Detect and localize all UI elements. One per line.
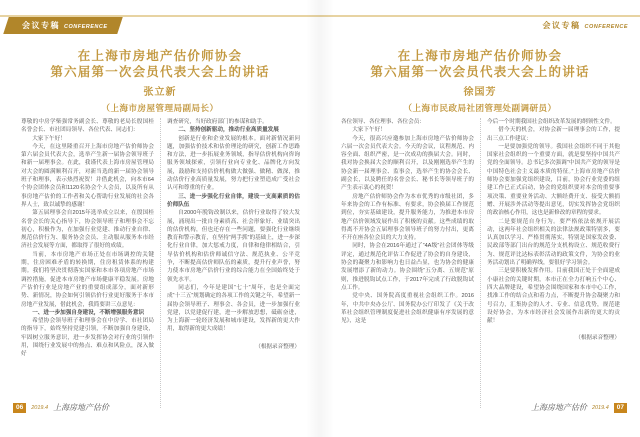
paragraph: 借今天的机会，对协会新一届理事会的工作，提出三点工作建议： [487,127,620,142]
paragraph: 房地产估价师协会作为本市优秀的市级社团，多年来协会的工作有标准、有要求，协会换届工作规范到位，夯实基础建设，提升服务能力，为推进本市房地产估价领域发展作出了积极的贡献。这些成绩的取得离不开协会五届理事会领导班子的努力付出，更离不开在座各位会员的大力支持。 [341,193,474,242]
magazine-name: 上海房地产估价 [530,403,587,412]
paragraph: 今后一个时期我国社会组织改革发展的纲领性文件。 [487,119,616,125]
paragraph: 二、坚持创新驱动，推动行业高质量发展 [178,127,279,134]
paragraph: 三是要积极发挥作用。目前我国正处于全面建成小康社会的关键时期，本市正在全力打响五个中心、四大品牌建设，希望协会围绕国家和本市中心工作，找准工作的结合点和着力点，不断提升协会凝聚力和号召力，汇集协会的人才、专业、信息优势，规范建设好协会，为本市经济社会发展作出新的更大的贡献！ [487,268,620,325]
paragraph: 党中央、国务院高度重视社会组织工作。2016年，中共中央办公厅、国务院办公厅印发了《关于改革社会组织管理制度促进社会组织健康有序发展的意见》，这是 [341,293,474,325]
column-2 [487,118,620,410]
speaker-affiliation: （上海市房屋管理局副局长） [101,103,219,113]
magazine-name: 上海房地产估价 [53,403,110,412]
page-footer-left [13,402,109,413]
paragraph: 今天，在这里隆重召开上海市房地产估价师协会第六届会员代表大会，选举产生新一届协会领导班子和新一届理事会。在此，我谨代表上海市房屋管理局对大会的圆满顺利召开，对新当选的新一届协会领导班子和理事，表示热烈祝贺！并借此机会，向本市64个协会团体会员和1120名协会个人会员，以及所有从事房地产估价的工作者和关心帮助行业发展的社会各界人士，致以诚挚的感谢！ [21,143,154,208]
paragraph: 创新是行业和企业发展的根本。面对新情况新问题，加强估价技术和估价理论的研究，创新工作思路和方法，进一步拓展业务领域，指导估价机构向咨询服务领域探索，引领行业向专业化、品牌化方向发展，鼓励和支持估价机构做大做强、做精、做深，推动估价行业高质量发展，努力把行业塑造成广受社会认可和尊重的行业。 [167,135,300,192]
page-number: 06 [13,403,26,413]
column-1 [21,118,154,410]
page-footer-right [531,402,627,413]
article-body [21,118,300,410]
issue-label: 2019.4 [591,404,609,411]
issue-label: 2019.4 [31,404,49,411]
page-right [320,0,640,437]
section-badge-label-en: CONFERENCE [584,24,628,30]
paragraph: 各位领导、各位理事、各位会员： [341,119,425,125]
paragraph: 大家下午好！ [352,127,386,134]
column-2 [167,118,300,410]
page-number: 07 [614,403,627,413]
paragraph: 今天，很高兴应邀参加上海市房地产估价师协会六届一次会员代表大会。今天的会议，议程规范、内容全面、组织严密，是一次成功的换届大会。同时，我对协会换届大会的顺利召开，以及刚刚选举产生的协会新一届理事会、监事会，选举产生的协会会长、副会长，以及聘任的名誉会长、秘书长等领导班子的产生表示衷心的祝贺！ [341,135,474,192]
article-title-line1: 在上海市房地产估价师协会 [77,49,243,63]
article-title-line2: 第六届第一次会员代表大会上的讲话 [370,65,590,79]
paragraph: 调查研究，当好政府部门的参谋和助手。 [167,119,268,125]
paragraph: 一、进一步加强自身建设，不断增强服务意识 [32,309,145,316]
section-badge-label-en: CONFERENCE [64,24,108,30]
page-gutter [306,0,334,437]
paragraph: 二是要规范自身行为。要严格依法依规开展活动，这两年社会组织相关的法律法规政策特别多，要认真加以学习、严格贯彻落实，特别是国家发改委、民政部等部门出台的规范分支机构设立、规范收费行为、规范评比达标表彰活动的政策文件，为协会的业务活动划出了明确界线，要很好学习领会。 [487,218,620,267]
paragraph: 自2000年脱钩改制以来，估价行业取得了较大发展，涌现出一批自身素质高、社会形象好、业绩突出的估价机构，但也还存在一些问题，要强化行业继续教育和警示教育，在坚持“两手抓”的基础上，进一步深化行业自律，加大惩戒力度，自律和他律相结合，引导估价机构和估价师诚信守法、规范执业、公平竞争，不断提高估价师队伍的素质，提升行业声誉，努力使本市房地产估价行业的综合能力在全国始终处于领先水平。 [167,210,300,283]
paragraph: 希望协会领导班子和理事会在中房学、市社团局的指导下，始终坚持党建引领，不断加强自身建设，牢固树立服务意识，进一步发挥协会对行业的引领作用，围绕行业发展中的热点、难点和风险点，深入做好 [21,318,154,358]
article-title-block [20,48,300,114]
speaker-name: 徐国芳 [463,87,497,98]
section-badge-label: 会议专稿 [22,21,60,30]
speaker-name: 张立新 [143,87,177,98]
paragraph: 同时，协会在2016年通过了“4A级”社会团体等级评定，通过规范化评估工作促进了协会的自身建设，协会的凝聚力和影响力也日益凸显，也为协会的健康发展增添了新的动力。协会围绕“五分离、五规范”原则，推进脱钩试点工作，于2017年完成了行政脱钩试点工作。 [341,243,474,291]
article-body [341,118,620,410]
section-badge-label: 会议专稿 [542,21,581,30]
paragraph: 第五届理事会自2015年选举成立以来，在殷国桂名誉会长的关心指导下，协会领导班子和理事会不忘初心，积极作为，在加强行业党建、推动行业自律、规范估价行为、服务协会会员、主动服从服务本市经济社会发展等方面，都取得了很好的成绩。 [21,210,154,250]
column-1 [341,118,474,410]
paragraph: 大家下午好！ [32,135,66,142]
paragraph: 同志们，今年是建国“七十”周年，也是全面完成“十三五”规划确定的各项工作的关键之年，希望新一届协会领导班子、理事会、各会员，进一步加强行业党建，以党建促行建，进一步解放思想，砥砺奋进，为上海新一轮经济发展和城市建设，发挥新的更大作用，取得新的更大成绩！ [167,284,300,333]
article-title-line2: 第六届第一次会员代表大会上的讲话 [50,65,270,79]
speaker-affiliation: （上海市民政局社团管理处副调研员） [403,103,557,113]
article-title-line1: 在上海市房地产估价师协会 [397,49,563,63]
paragraph: 当前，本市房地产市场正处在市场调控的关键期，住房困难矛盾的转换期，住房租赁体系的构建期。我们将坚决贯彻落实国家和本市各项房地产市场调控措施，促进本市房地产市场健康平稳发展。房地产估价行业是房地产业的重要组成部分，面对新形势、新情况，协会如何引领估价行业更好服务于本市房地产业发展，借此机会，我简要讲三点意见： [21,251,154,308]
paragraph: （根据录音整理） [575,335,620,342]
paragraph: 三、进一步强化行业自律，建设一支高素质的估价师队伍 [167,193,300,208]
paragraph: （根据录音整理） [255,343,300,350]
paragraph: 尊敬的中房学柴强常务副会长、尊敬的老局长殷国桂名誉会长、市社团局领导、各位代表、同志们： [21,119,154,134]
paragraph: 一是要加强党的领导。我国社会组织不同于其他国家社会组织的一个重要方面，就是要坚持中国共产党的全面领导。总书记多次强调“中国共产党的领导是中国特色社会主义最本质的特征。”上海市房地产估价师协会要加强党组织建设，目前，协会行业党委的组建工作已正式启动，协会的党组织要对本会的重要事项决策、重要业务活动、大额经费开支、接受大额捐赠、开展涉外活动等提出意见，切实发挥协会党组织的政治核心作用，这也是新修改的章程的要求。 [487,143,620,217]
article-title-block [340,48,620,114]
